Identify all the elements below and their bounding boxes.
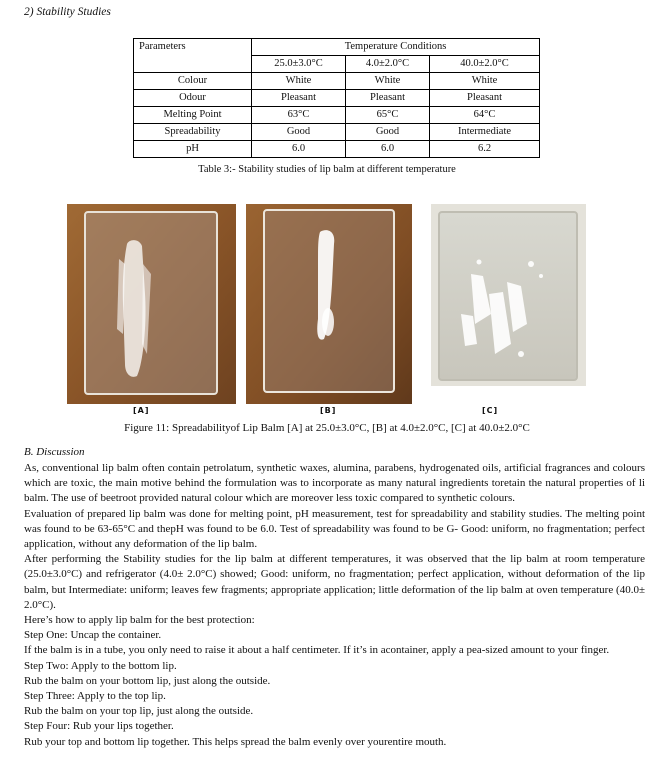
photo-b-4c: [246, 204, 412, 404]
photo-a-25c: [67, 204, 236, 404]
value-cell: Good: [252, 124, 346, 141]
paragraph: Step One: Uncap the container.: [24, 629, 162, 642]
value-cell: 6.0: [252, 141, 346, 158]
value-cell: 6.2: [430, 141, 540, 158]
paragraph: After performing the Stability studies for the lip balm at different temperatures, it was observed that the lip balm at room temperature (25.0±3.0°C) and refrigerator (4.0± 2.0°C) showed; Good: uniform, no fragmentation; perfect application, without deformation of the lip balm, but Intermediate: uniform; leaves few fragments; appropriate application; little deformation of the lip balm at oven temperature (40.0± 2.0°C).: [24, 553, 645, 611]
param-cell: Odour: [134, 90, 252, 107]
temp-col: 40.0±2.0°C: [430, 56, 540, 73]
param-cell: pH: [134, 141, 252, 158]
value-cell: 64°C: [430, 107, 540, 124]
table-row: [134, 107, 540, 124]
temp-col: 25.0±3.0°C: [252, 56, 346, 73]
value-cell: Intermediate: [430, 124, 540, 141]
paragraph: Evaluation of prepared lip balm was done for melting point, pH measurement, test for spreadability and stability studies. The melting point was found to be 63-65°C and thepH was found to be 6.0. Test of spreadability was found to be G- Good: uniform, no fragmentation; perfect application, without any deformation of the lip balm.: [24, 507, 645, 551]
paragraph: Rub the balm on your bottom lip, just along the outside.: [24, 674, 271, 687]
paragraph: Step Three: Apply to the top lip.: [24, 690, 166, 703]
section-heading: 2) Stability Studies: [24, 6, 111, 18]
table-row: [134, 90, 540, 107]
value-cell: 65°C: [346, 107, 430, 124]
value-cell: Pleasant: [346, 90, 430, 107]
table-row: [134, 73, 540, 90]
param-cell: Melting Point: [134, 107, 252, 124]
value-cell: Good: [346, 124, 430, 141]
paragraph: Here’s how to apply lip balm for the best protection:: [24, 614, 255, 627]
table-row: [134, 141, 540, 158]
value-cell: 63°C: [252, 107, 346, 124]
discussion-body: [24, 461, 645, 750]
photo-label-b: [B]: [320, 406, 337, 415]
paragraph: If the balm is in a tube, you only need to raise it about a half centimeter. If it’s in acontainer, apply a pea-sized amount to your finger.: [24, 644, 610, 657]
temp-header: Temperature Conditions: [252, 39, 540, 56]
value-cell: Pleasant: [252, 90, 346, 107]
stability-table: [133, 38, 540, 158]
param-cell: Colour: [134, 73, 252, 90]
paragraph: Rub your top and bottom lip together. This helps spread the balm evenly over yourentire mouth.: [24, 735, 447, 748]
discussion-heading: B. Discussion: [24, 446, 85, 458]
paragraph: Step Two: Apply to the bottom lip.: [24, 659, 177, 672]
table-caption: Table 3:- Stability studies of lip balm at different temperature: [198, 164, 456, 175]
table-row: [134, 124, 540, 141]
value-cell: White: [252, 73, 346, 90]
value-cell: Pleasant: [430, 90, 540, 107]
figure-caption: Figure 11: Spreadabilityof Lip Balm [A] at 25.0±3.0°C, [B] at 4.0±2.0°C, [C] at 40.0±2.0°C: [124, 422, 530, 434]
paragraph: Step Four: Rub your lips together.: [24, 720, 174, 733]
param-header: Parameters: [134, 39, 252, 73]
photo-label-c: [C]: [482, 406, 499, 415]
photo-c-40c: [431, 204, 586, 386]
paragraph: As, conventional lip balm often contain petrolatum, synthetic waxes, alumina, parabens, hydrogenated oils, artificial fragrances and colours which are toxic, the main motive behind the formulation was to incorporate as many natural ingredients toretain the natural properties of li balm. The use of beetroot provided natural colour which are moreover less toxic compared to synthetic colours.: [24, 462, 645, 505]
param-cell: Spreadability: [134, 124, 252, 141]
value-cell: 6.0: [346, 141, 430, 158]
temp-col: 4.0±2.0°C: [346, 56, 430, 73]
value-cell: White: [430, 73, 540, 90]
value-cell: White: [346, 73, 430, 90]
paragraph: Rub the balm on your top lip, just along the outside.: [24, 705, 254, 718]
photo-label-a: [A]: [133, 406, 150, 415]
